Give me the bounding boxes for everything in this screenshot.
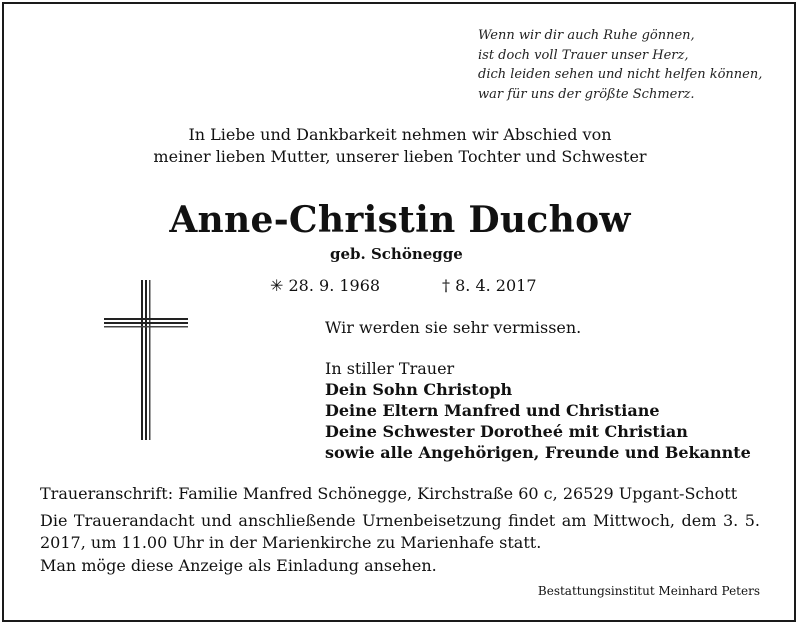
intro-text	[0, 124, 800, 168]
poem-line: dich leiden sehen und nicht helfen können,	[478, 67, 763, 82]
mourner-entry: Deine Schwester Dorotheé mit Christian	[325, 422, 688, 441]
mourning-address: Traueranschrift: Familie Manfred Schönegge, Kirchstraße 60 c, 26529 Upgant-Schott	[40, 484, 738, 503]
farewell-message: Wir werden sie sehr vermissen.	[325, 318, 582, 337]
intro-line-1: In Liebe und Dankbarkeit nehmen wir Abschied von	[188, 125, 612, 144]
intro-line-2: meiner lieben Mutter, unserer lieben Tochter und Schwester	[153, 147, 647, 166]
mourner-entry: Deine Eltern Manfred und Christiane	[325, 401, 660, 420]
deceased-name: Anne-Christin Duchow	[169, 199, 631, 241]
mourner-entry: Dein Sohn Christoph	[325, 380, 513, 399]
poem-line: Wenn wir dir auch Ruhe gönnen,	[478, 28, 695, 43]
poem-line: war für uns der größte Schmerz.	[478, 86, 695, 102]
invitation-note: Man möge diese Anzeige als Einladung ansehen.	[40, 556, 437, 575]
birth-date: ✳ 28. 9. 1968	[270, 276, 381, 295]
funeral-home: Bestattungsinstitut Meinhard Peters	[537, 584, 760, 598]
death-date: † 8. 4. 2017	[442, 276, 537, 295]
mourner-entry: sowie alle Angehörigen, Freunde und Bekannte	[325, 443, 751, 462]
mourners-block	[325, 358, 751, 463]
poem	[478, 26, 778, 104]
service-details: Die Trauerandacht und anschließende Urnenbeisetzung findet am Mittwoch, dem 3. 5. 2017, um 11.00 Uhr in der Marienkirche zu Marienhafe statt.	[40, 511, 760, 552]
cross-icon	[104, 280, 188, 440]
mourners-lead: In stiller Trauer	[325, 359, 455, 378]
maiden-name: geb. Schönegge	[330, 245, 463, 263]
poem-line: ist doch voll Trauer unser Herz,	[478, 47, 689, 63]
